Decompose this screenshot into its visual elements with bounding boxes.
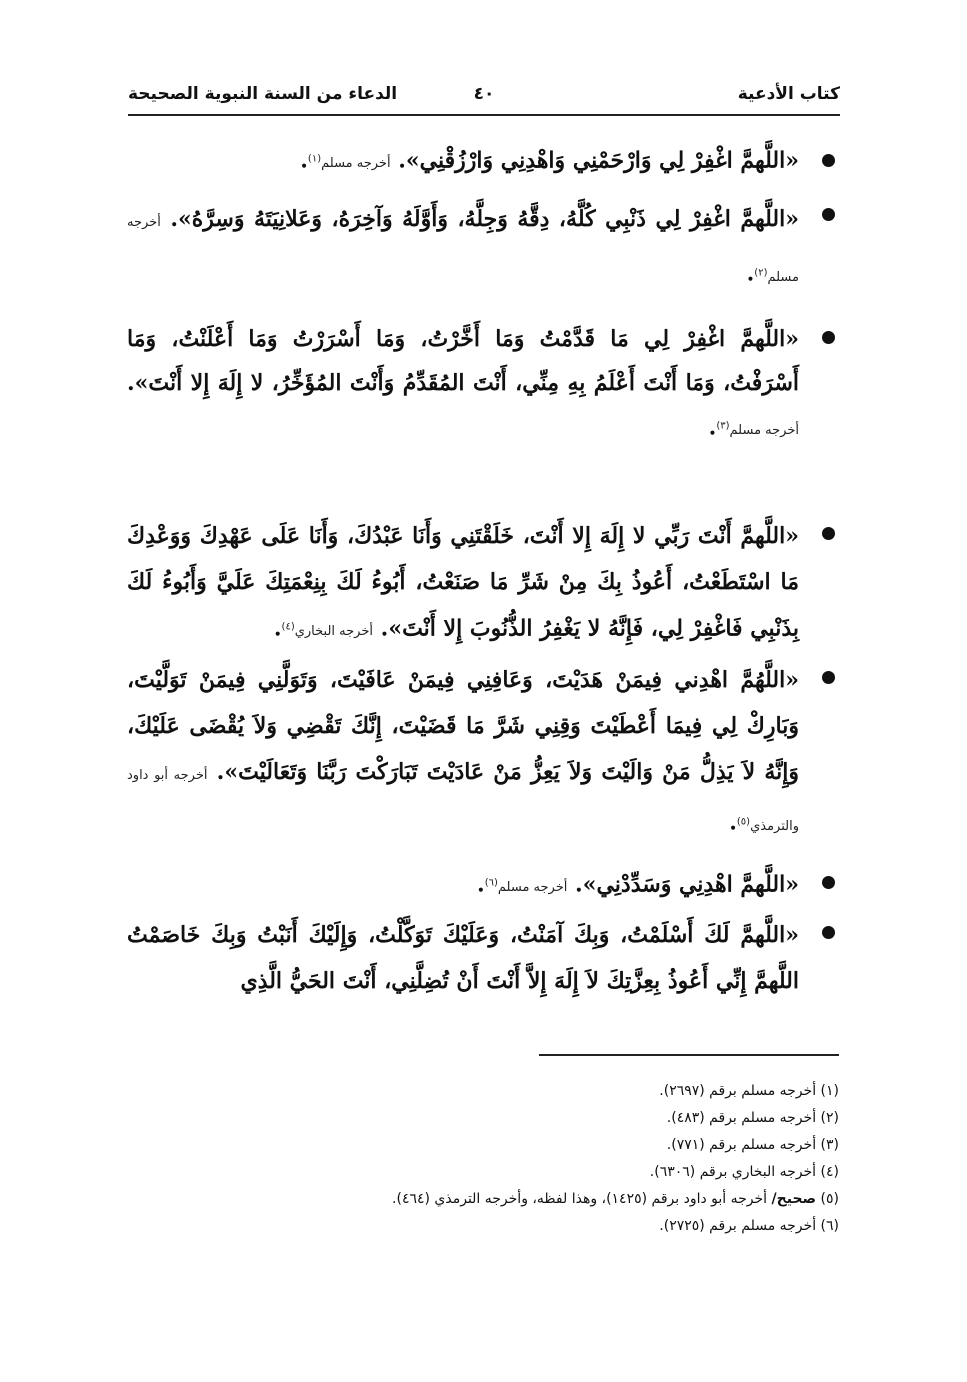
dua-source: أخرجه مسلم$^{(٢)}$: [127, 215, 799, 285]
footnote-text: أخرجه البخاري برقم (٦٣٠٦).: [649, 1164, 817, 1180]
dua-item: [127, 194, 839, 302]
dua-list: [127, 138, 839, 1004]
dua-text: «اللَّهُمَّ اهْدِني فِيمَنْ هَدَيْتَ، وَعَافِنِي فِيمَنْ عَافَيْتَ، وَتَوَلَّنِي فِيمَنْ تَوَلَّيْتَ، وَبَارِكْ لِي فِيمَا أَعْطَيْتَ وَقِنِي شَرَّ مَا قَضَيْتَ، إِنَّكَ تَقْضِي وَلاَ يُقْضَى عَلَيْكَ، وَإِنَّهُ لاَ يَذِلُّ مَنْ وَالَيْتَ وَلاَ يَعِزُّ مَنْ عَادَيْتَ تَبَارَكْتَ رَبَّنَا وَتَعَالَيْتَ». أخرجه أبو داود والترمذي$^{(٥)}$.: [127, 667, 799, 836]
footnote-marker: (٦): [484, 877, 498, 889]
dua-body: «اللَّهمَّ اغْفِرْ لِي وَارْحَمْنِي وَاهْدِنِي وَارْزُقْنِي»: [405, 147, 799, 174]
bullet-icon: [822, 208, 835, 221]
footnote-number: (٤): [820, 1164, 839, 1180]
footnote: [127, 1161, 839, 1188]
running-header: [128, 82, 840, 116]
bullet-icon: [822, 331, 835, 344]
dua-body: «اللَّهمَّ اهْدِنِي وَسَدِّدْنِي»: [582, 870, 799, 897]
dua-text: «اللَّهمَّ اغْفِرْ لِي ذَنْبِي كُلَّهُ، دِقَّهُ وَجِلَّهُ، وَأَوَّلَهُ وَآخِرَهُ، وَعَلانِيَتَهُ وَسِرَّهُ». أخرجه مسلم$^{(٢)}$.: [127, 206, 799, 287]
dua-body: «اللَّهمَّ اغْفِرْ لِي ذَنْبِي كُلَّهُ، دِقَّهُ وَجِلَّهُ، وَأَوَّلَهُ وَآخِرَهُ، وَعَلانِيَتَهُ وَسِرَّهُ»: [177, 206, 799, 233]
dua-body: «اللَّهمَّ لَكَ أَسْلَمْتُ، وَبِكَ آمَنْتُ، وَعَلَيْكَ تَوَكَّلْتُ، وَإِلَيْكَ أَنَبْتُ وَبِكَ خَاصَمْتُ اللَّهمَّ إِنِّي أَعُوذُ بِعِزَّتِكَ لاَ إِلَهَ إِلاَّ أَنْتَ أَنْ تُضِلَّنِي، أَنْتَ الحَيُّ الَّذِي: [127, 921, 799, 994]
footnote-text: أخرجه مسلم برقم (٧٧١).: [666, 1137, 817, 1153]
dua-source: أخرجه مسلم$^{(٦)}$: [484, 877, 568, 895]
footnote-text: أخرجه مسلم برقم (٤٨٣).: [666, 1110, 817, 1126]
dua-item: [127, 657, 839, 849]
dua-text: «اللَّهمَّ اغْفِرْ لِي وَارْحَمْنِي وَاهْدِنِي وَارْزُقْنِي». أخرجه مسلم$^{(١)}$.: [300, 147, 799, 174]
dua-source: أخرجه مسلم$^{(٣)}$: [716, 420, 799, 438]
footnote: [127, 1107, 839, 1134]
dua-text: [127, 912, 799, 1004]
bullet-icon: [822, 154, 835, 167]
footnote: [127, 1215, 839, 1242]
dua-body: «اللَّهمَّ أَنْتَ رَبِّي لا إِلَهَ إِلا أَنْتَ، خَلَقْتَنِي وَأَنَا عَبْدُكَ، وَأَنَا عَلَى عَهْدِكَ وَوَعْدِكَ مَا اسْتَطَعْتُ، أَعُوذُ بِكَ مِنْ شَرِّ مَا صَنَعْتُ، أَبُوءُ لَكَ بِنِعْمَتِكَ عَلَيَّ وَأَبُوءُ لَكَ بِذَنْبِي فَاغْفِرْ لِي، فَإِنَّهُ لا يَغْفِرُ الذُّنُوبَ إِلا أَنْتَ»: [127, 522, 799, 642]
dua-item: [127, 513, 839, 655]
footnote-number: (٦): [820, 1218, 839, 1234]
footnote: [127, 1134, 839, 1161]
dua-item: [127, 912, 839, 1004]
dua-body: «اللَّهمَّ اغْفِرْ لِي مَا قَدَّمْتُ وَمَا أَخَّرْتُ، وَمَا أَسْرَرْتُ وَمَا أَعْلَنْتُ، وَمَا أَسْرَفْتُ، وَمَا أَنْتَ أَعْلَمُ بِهِ مِنِّي، أَنْتَ المُقَدِّمُ وَأَنْتَ المُؤَخِّرُ، لا إِلَهَ إِلا أَنْتَ»: [127, 325, 799, 396]
bullet-icon: [822, 876, 835, 889]
footnote-marker: (٣): [716, 420, 730, 432]
dua-body: «اللَّهُمَّ اهْدِني فِيمَنْ هَدَيْتَ، وَعَافِنِي فِيمَنْ عَافَيْتَ، وَتَوَلَّنِي فِيمَنْ تَوَلَّيْتَ، وَبَارِكْ لِي فِيمَا أَعْطَيْتَ وَقِنِي شَرَّ مَا قَضَيْتَ، إِنَّكَ تَقْضِي وَلاَ يُقْضَى عَلَيْكَ، وَإِنَّهُ لاَ يَذِلُّ مَنْ وَالَيْتَ وَلاَ يَعِزُّ مَنْ عَادَيْتَ تَبَارَكْتَ رَبَّنَا وَتَعَالَيْتَ»: [127, 667, 799, 786]
footnote-marker: (٢): [754, 267, 768, 279]
dua-item: [127, 862, 839, 910]
dua-text: «اللَّهمَّ اهْدِنِي وَسَدِّدْنِي». أخرجه مسلم$^{(٦)}$.: [477, 870, 799, 897]
footnote: [127, 1188, 839, 1215]
section-title: الدعاء من السنة النبوية الصحيحة: [128, 84, 398, 104]
footnote-marker: (٤): [281, 621, 295, 633]
footnote: [127, 1080, 839, 1107]
footnote-number: (٢): [820, 1110, 839, 1126]
bullet-icon: [822, 527, 835, 540]
footnote-text: أخرجه مسلم برقم (٢٦٩٧).: [659, 1083, 817, 1099]
book-title: كتاب الأدعية: [737, 84, 840, 104]
footnote-marker: (١): [307, 154, 322, 165]
footnote-marker: (٥): [736, 816, 751, 828]
bullet-icon: [822, 926, 835, 939]
footnote-text: أخرجه مسلم برقم (٢٧٢٥).: [659, 1218, 817, 1234]
dua-item: [127, 138, 839, 186]
footnotes: [127, 1080, 839, 1242]
page-number: ٤٠: [473, 84, 495, 104]
dua-source: أخرجه البخاري$^{(٤)}$: [281, 621, 373, 640]
footnote-number: (٥): [820, 1191, 839, 1207]
footnote-grade: صحيح/: [771, 1191, 817, 1207]
dua-source: أخرجه مسلم$^{(١)}$: [307, 154, 391, 172]
bullet-icon: [822, 671, 835, 684]
dua-text: «اللَّهمَّ أَنْتَ رَبِّي لا إِلَهَ إِلا أَنْتَ، خَلَقْتَنِي وَأَنَا عَبْدُكَ، وَأَنَا عَلَى عَهْدِكَ وَوَعْدِكَ مَا اسْتَطَعْتُ، أَعُوذُ بِكَ مِنْ شَرِّ مَا صَنَعْتُ، أَبُوءُ لَكَ بِنِعْمَتِكَ عَلَيَّ وَأَبُوءُ لَكَ بِذَنْبِي فَاغْفِرْ لِي، فَإِنَّهُ لا يَغْفِرُ الذُّنُوبَ إِلا أَنْتَ». أخرجه البخاري$^{(٤)}$.: [127, 522, 799, 642]
footnote-separator: [539, 1054, 839, 1056]
footnote-number: (٣): [820, 1137, 839, 1153]
footnote-number: (١): [820, 1083, 839, 1099]
dua-source: أخرجه أبو داود والترمذي$^{(٥)}$: [127, 768, 799, 834]
dua-item: [127, 317, 839, 453]
footnote-text: أخرجه أبو داود برقم (١٤٢٥)، وهذا لفظه، وأخرجه الترمذي (٤٦٤).: [392, 1191, 768, 1207]
dua-text: «اللَّهمَّ اغْفِرْ لِي مَا قَدَّمْتُ وَمَا أَخَّرْتُ، وَمَا أَسْرَرْتُ وَمَا أَعْلَنْتُ، وَمَا أَسْرَفْتُ، وَمَا أَنْتَ أَعْلَمُ بِهِ مِنِّي، أَنْتَ المُقَدِّمُ وَأَنْتَ المُؤَخِّرُ، لا إِلَهَ إِلا أَنْتَ». أخرجه مسلم$^{(٣)}$.: [127, 325, 799, 440]
